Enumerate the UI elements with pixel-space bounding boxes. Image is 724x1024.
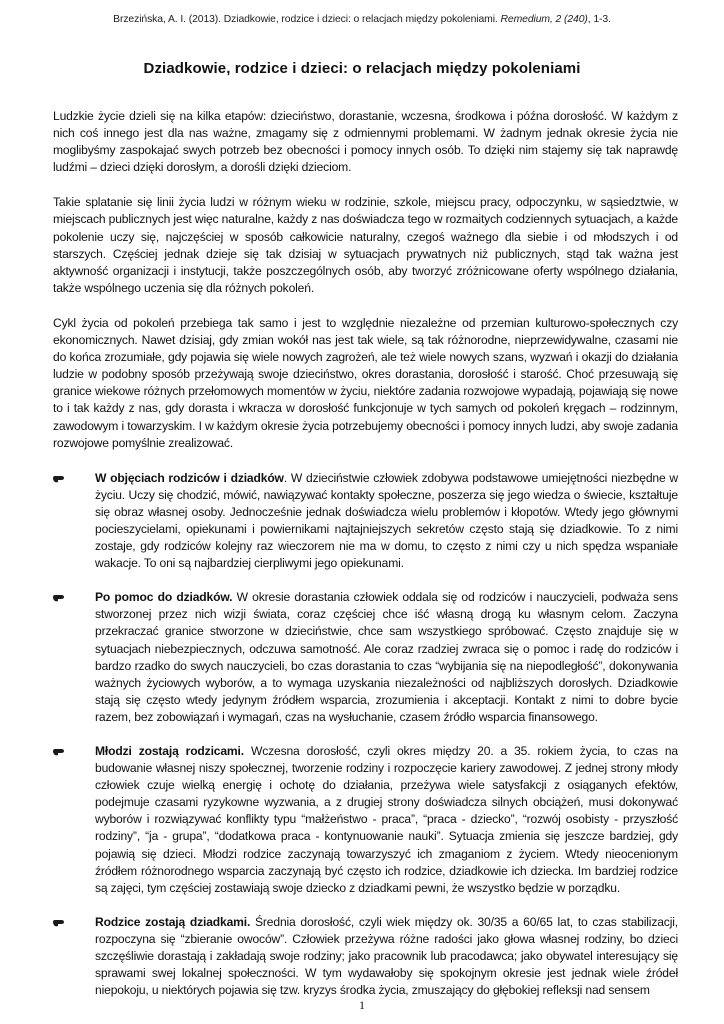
bullet-item <box>53 743 678 897</box>
bullet-text: . W dzieciństwie człowiek zdobywa podstawowe umiejętności niezbędne w życiu. Uczy się chodzić, mówić, nawiązywać kontakty społeczne, poszerza się jego wiedza o świecie, kształtuje się obraz własnej osoby. Jednocześnie jednak doświadcza wielu problemów i kłopotów. Wtedy jego głównymi pocieszycielami, opiekunami i powiernikami najtajniejszych sekretów często stają się dziadkowie. To z nimi zostaje, gdy rodziców kolejny raz wieczorem nie ma w domu, to często z nimi czy u nich spędza wspaniałe wakacje. To oni są najbardziej cierpliwymi jego opiekunami. <box>95 470 678 571</box>
page-title: Dziadkowie, rodzice i dzieci: o relacjach między pokoleniami <box>143 60 581 77</box>
bullet-lead: Po pomoc do dziadków. <box>95 590 233 605</box>
pointing-hand-bullet-icon <box>53 748 64 756</box>
bullet-lead: W objęciach rodziców i dziadków <box>95 470 284 485</box>
citation-prefix: Brzezińska, A. I. (2013). Dziadkowie, rodzice i dzieci: o relacjach między pokoleniami. <box>113 14 501 25</box>
bullet-text: Średnia dorosłość, czyli wiek między ok. 30/35 a 60/65 lat, to czas stabilizacji, rozpoczyna się “zbieranie owoców”. Człowiek przeżywa różne radości jako głowa własnej rodziny, bo dzieci szczęśliwie dorastają i zakładają swoje rodziny; jako pracownik lub pracodawca; jako obywatel interesujący się sprawami swej lokalnej społeczności. W tym wydawałoby się spokojnym okresie jest jednak wiele źródeł niepokoju, u niektórych pojawia się tzw. kryzys środka życia, zmuszający do głębokiej refleksji nad sensem <box>95 914 678 998</box>
bullet-text: Wczesna dorosłość, czyli okres między 20. a 35. rokiem życia, to czas na budowanie własnej niszy społecznej, tworzenie rodziny i rozpoczęcie kariery zawodowej. Z jednej strony młody człowiek czuje wielką energię i ochotę do działania, przeżywa wiele satysfakcji z osiąganych efektów, podejmuje czasami ryzykowne wyzwania, a z drugiej strony doświadcza silnych obciążeń, musi dokonywać wyborów i rozwiązywać konflikty typu “małżeństwo - praca”, “praca - dziecko”, “rozwój osobisty - przyszłość rodziny”, “ja - grupa”, “dodatkowa praca - kontynuowanie nauki”. Sytuacja zmienia się jeszcze bardziej, gdy pojawią się dzieci. Młodzi rodzice zaczynają towarzyszyć ich zmaganiom z życiem. Wtedy nieocenionym źródłem różnorodnego wsparcia zaczynają być często ich rodzice, dziadkowie ich dziecka. Im bardziej rodzice są zajęci, tym częściej zostawiają swoje dziecko z dziadkami pewni, że wszystko będzie w porządku. <box>95 744 678 895</box>
bullet-item <box>53 914 678 999</box>
pointing-hand-bullet-icon <box>53 594 64 602</box>
bullet-item <box>53 589 678 726</box>
bullet-lead: Rodzice zostają dziadkami. <box>95 914 251 929</box>
bullet-text: W okresie dorastania człowiek oddala się od rodziców i nauczycieli, podważa sens stworzonej przez nich wizji świata, coraz częściej chce iść własną drogą ku własnym celom. Zaczyna przekraczać granice stworzone w dzieciństwie, chce sam wszystkiego spróbować. Często znajduje się w sytuacjach niebezpiecznych, odczuwa samotność. Ale coraz rzadziej zwraca się o pomoc i radę do rodziców i bardzo rzadko do swych nauczycieli, bo czas dorastania to czas “wybijania się na niepodległość”, dokonywania ważnych życiowych wyborów, a to wymaga uzyskania niezależności od najbliższych dorosłych. Dziadkowie stają się często wtedy jedynym źródłem wsparcia, zrozumienia i akceptacji. Kontakt z nimi to dobre bycie razem, bez zobowiązań i wymagań, czas na wysłuchanie, czasem źródło wsparcia finansowego. <box>95 590 678 724</box>
pointing-hand-bullet-icon <box>53 919 64 927</box>
paragraph: Takie splatanie się linii życia ludzi w różnym wieku w rodzinie, szkole, miejscu pracy, odpoczynku, w sąsiedztwie, w miejscach publicznych jest więc naturalne, każdy z nas doświadcza tego w rozmaitych codziennych sytuacjach, a każde pokolenie uczy się, najczęściej w sposób całkowicie naturalny, czegoś ważnego dla siebie i od młodszych i od starszych. Częściej jednak dzieje się tak dzisiaj w sytuacjach prywatnych niż publicznych, stąd tak ważna jest aktywność organizacji i instytucji, także poszczególnych osób, aby tworzyć zróżnicowane oferty wspólnego działania, także wspólnego uczenia się dla różnych pokoleń. <box>53 195 678 295</box>
citation-header <box>0 14 724 25</box>
citation-suffix: , 1-3. <box>587 14 611 25</box>
pointing-hand-bullet-icon <box>53 475 64 483</box>
page-number: 1 <box>359 998 365 1012</box>
citation-journal: Remedium, 2 (240) <box>500 14 588 25</box>
paragraph: Cykl życia od pokoleń przebiega tak samo i jest to względnie niezależne od przemian kulturowo-społecznych czy ekonomicznych. Nawet dzisiaj, gdy zmian wokół nas jest tak wiele, są tak różnorodne, nieprzewidywalne, czasami nie do końca zrozumiałe, gdy pojawia się wiele nowych zagrożeń, ale też wiele nowych szans, wyzwań i okazji do działania ludzie w podobny sposób przeżywają swoje dzieciństwo, okres dorastania, dorosłość i starość. Choć przesuwają się granice wiekowe różnych przełomowych momentów w życiu, niektóre zadania rozwojowe wypadają, pojawiają się nowe to i tak każdy z nas, gdy dorasta i wkracza w dorosłość funkcjonuje w tych samych od pokoleń kręgach – rodzinnym, zawodowym i towarzyskim. I w każdym okresie życia potrzebujemy obecności i pomocy innych ludzi, aby swoje zadania rozwojowe pomyślnie zrealizować. <box>53 315 678 450</box>
article-body <box>53 108 678 1016</box>
paragraph: Ludzkie życie dzieli się na kilka etapów: dzieciństwo, dorastanie, wczesna, środkowa i późna dorosłość. W każdym z nich coś innego jest dla nas ważne, zmagamy się z odmiennymi problemami. W żadnym jednak okresie życia nie moglibyśmy zaspokajać swych potrzeb bez obecności i pomocy innych osób. To dzięki nim stajemy się tak naprawdę ludźmi – dzieci dzięki dorosłym, a dorośli dzięki dzieciom. <box>53 109 678 175</box>
bullet-item <box>53 470 678 573</box>
bullet-lead: Młodzi zostają rodzicami. <box>95 744 244 758</box>
